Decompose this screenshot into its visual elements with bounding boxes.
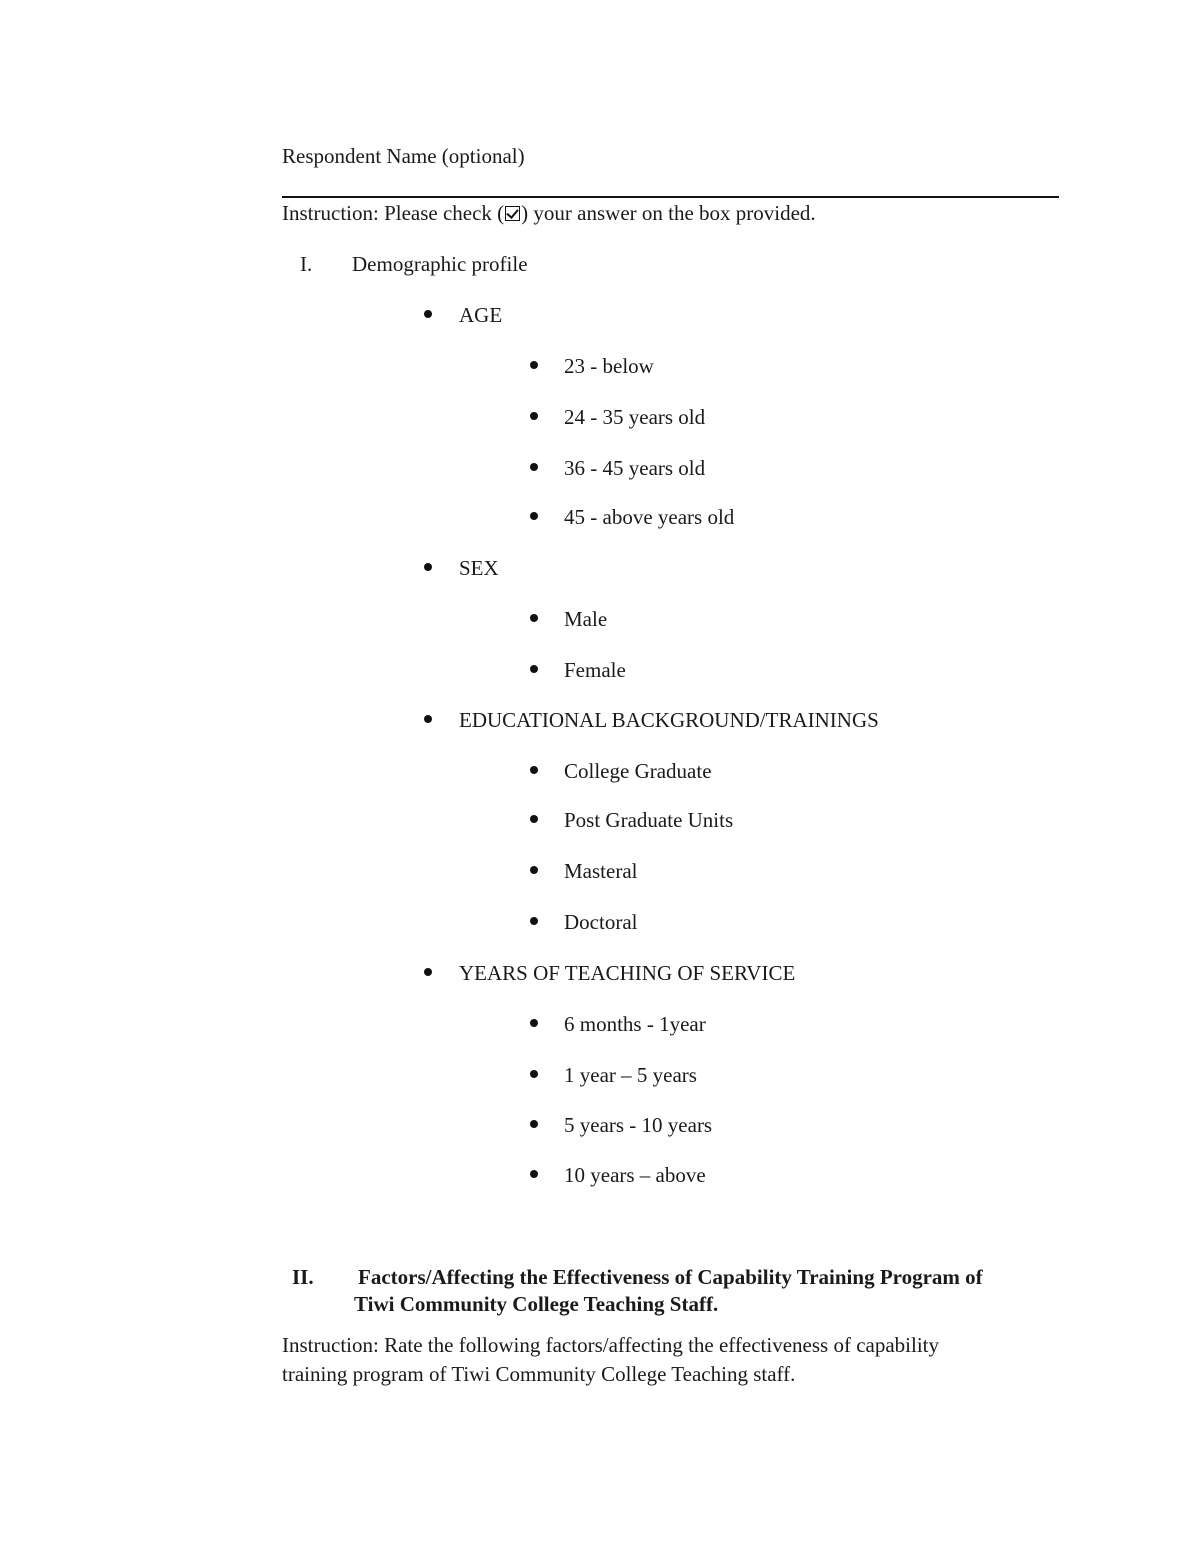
bullet-icon xyxy=(424,968,432,976)
bullet-icon xyxy=(530,1120,538,1128)
option-edu-doctoral[interactable]: Doctoral xyxy=(564,910,638,934)
option-service-5-10years[interactable]: 5 years - 10 years xyxy=(564,1113,713,1137)
bullet-icon xyxy=(424,715,432,723)
instruction-rate-line2: training program of Tiwi Community College Teaching staff. xyxy=(282,1362,796,1386)
bullet-icon xyxy=(530,665,538,673)
checkbox-checked-icon xyxy=(505,206,520,221)
option-edu-college-graduate[interactable]: College Graduate xyxy=(564,759,712,783)
bullet-icon xyxy=(424,310,432,318)
section-1-title: Demographic profile xyxy=(352,252,528,276)
bullet-icon xyxy=(530,512,538,520)
bullet-icon xyxy=(530,463,538,471)
section-2-title-line2: Tiwi Community College Teaching Staff. xyxy=(354,1292,719,1316)
bullet-icon xyxy=(530,1019,538,1027)
bullet-icon xyxy=(530,766,538,774)
respondent-name-line xyxy=(282,196,1059,198)
option-edu-post-graduate-units[interactable]: Post Graduate Units xyxy=(564,808,734,832)
option-service-6months-1year[interactable]: 6 months - 1year xyxy=(564,1012,706,1036)
option-age-45-above[interactable]: 45 - above years old xyxy=(564,505,735,529)
option-age-36-45[interactable]: 36 - 45 years old xyxy=(564,456,706,480)
bullet-icon xyxy=(530,361,538,369)
bullet-icon xyxy=(530,1070,538,1078)
option-sex-female[interactable]: Female xyxy=(564,658,626,682)
bullet-icon xyxy=(530,815,538,823)
option-age-24-35[interactable]: 24 - 35 years old xyxy=(564,405,706,429)
bullet-icon xyxy=(530,614,538,622)
bullet-icon xyxy=(530,412,538,420)
bullet-icon xyxy=(530,1170,538,1178)
bullet-icon xyxy=(530,917,538,925)
option-edu-masteral[interactable]: Masteral xyxy=(564,859,638,883)
bullet-icon xyxy=(424,563,432,571)
respondent-name-label: Respondent Name (optional) xyxy=(282,144,525,168)
bullet-icon xyxy=(530,866,538,874)
instruction-check-before: Instruction: Please check ( xyxy=(282,201,505,225)
instruction-rate-line1: Instruction: Rate the following factors/affecting the effectiveness of capability xyxy=(282,1333,939,1357)
group-label-age: AGE xyxy=(459,303,503,327)
option-sex-male[interactable]: Male xyxy=(564,607,608,631)
instruction-check xyxy=(282,203,816,224)
option-service-10years-above[interactable]: 10 years – above xyxy=(564,1163,706,1187)
group-label-sex: SEX xyxy=(459,556,499,580)
section-2-numeral: II. xyxy=(292,1265,314,1289)
section-2-title-line1: Factors/Affecting the Effectiveness of Capability Training Program of xyxy=(358,1265,983,1289)
group-label-education: EDUCATIONAL BACKGROUND/TRAININGS xyxy=(459,708,879,732)
group-label-years-of-service: YEARS OF TEACHING OF SERVICE xyxy=(459,961,796,985)
option-service-1-5years[interactable]: 1 year – 5 years xyxy=(564,1063,697,1087)
instruction-check-after: ) your answer on the box provided. xyxy=(521,201,816,225)
section-1-numeral: I. xyxy=(300,252,313,276)
option-age-23-below[interactable]: 23 - below xyxy=(564,354,654,378)
